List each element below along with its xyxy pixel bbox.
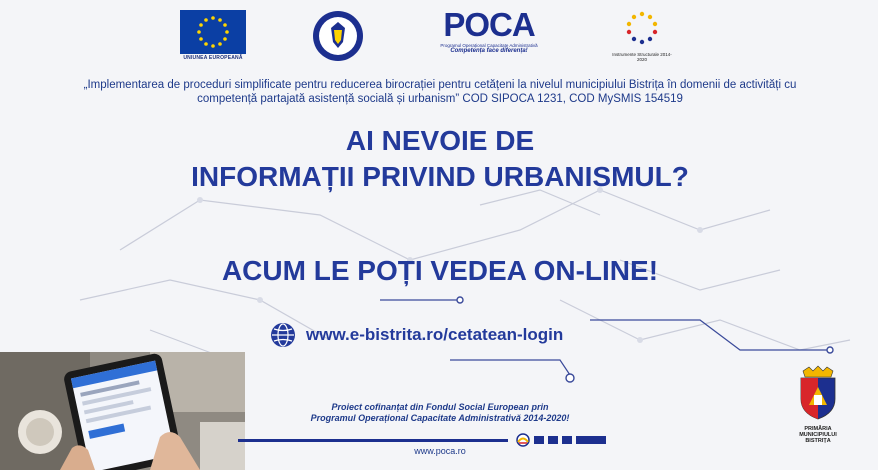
- tablet-photo: [0, 352, 245, 470]
- cofinance-line-1: Proiect cofinanțat din Fondul Social European prin: [331, 402, 549, 412]
- cofinance-line-2: Programul Operațional Capacitate Administrativă 2014-2020!: [310, 413, 570, 423]
- website-link[interactable]: www.e-bistrita.ro/cetatean-login: [306, 325, 564, 344]
- crest-icon: [795, 365, 841, 421]
- structural-instruments-caption: Instrumente Structurale 2014-2020: [612, 52, 672, 62]
- eu-caption: UNIUNEA EUROPEANĂ: [183, 55, 243, 61]
- poca-logo: [428, 8, 550, 54]
- website-row: [270, 322, 563, 348]
- headline-line-2: INFORMAȚII PRIVIND URBANISMUL?: [191, 161, 689, 192]
- structural-instruments-logo: [612, 10, 672, 62]
- star-circle-icon: [622, 10, 662, 46]
- project-title: „Implementarea de proceduri simplificate pentru reducerea birocrației pentru cetățeni la nivelul municipiului Bistrița în domenii de activități cu competență partajată asistență socială și urbanism” COD SIPOCA 1231, COD MySMIS 154519: [83, 79, 797, 105]
- bottom-divider: [238, 433, 608, 447]
- poca-url[interactable]: www.poca.ro: [414, 446, 466, 456]
- government-seal-icon: [312, 10, 364, 62]
- headline-online: ACUM LE POȚI VEDEA ON-LINE!: [221, 255, 659, 286]
- headline-line-1: AI NEVOIE DE: [345, 125, 535, 156]
- poca-tagline: Competența face diferența!: [450, 48, 528, 54]
- eu-logo: [180, 10, 246, 61]
- poca-wordmark-text: POCA: [443, 6, 535, 43]
- crest-label: PRIMĂRIA MUNICIPIULUI BISTRIȚA: [799, 426, 837, 444]
- municipality-crest: [790, 365, 846, 444]
- poca-wordmark: [428, 8, 550, 41]
- eu-flag-icon: [180, 10, 246, 54]
- cofinance-note: [250, 402, 630, 424]
- poca-subtitle: Programul Operațional Capacitate Administrativă: [440, 43, 538, 48]
- globe-icon: [270, 322, 296, 348]
